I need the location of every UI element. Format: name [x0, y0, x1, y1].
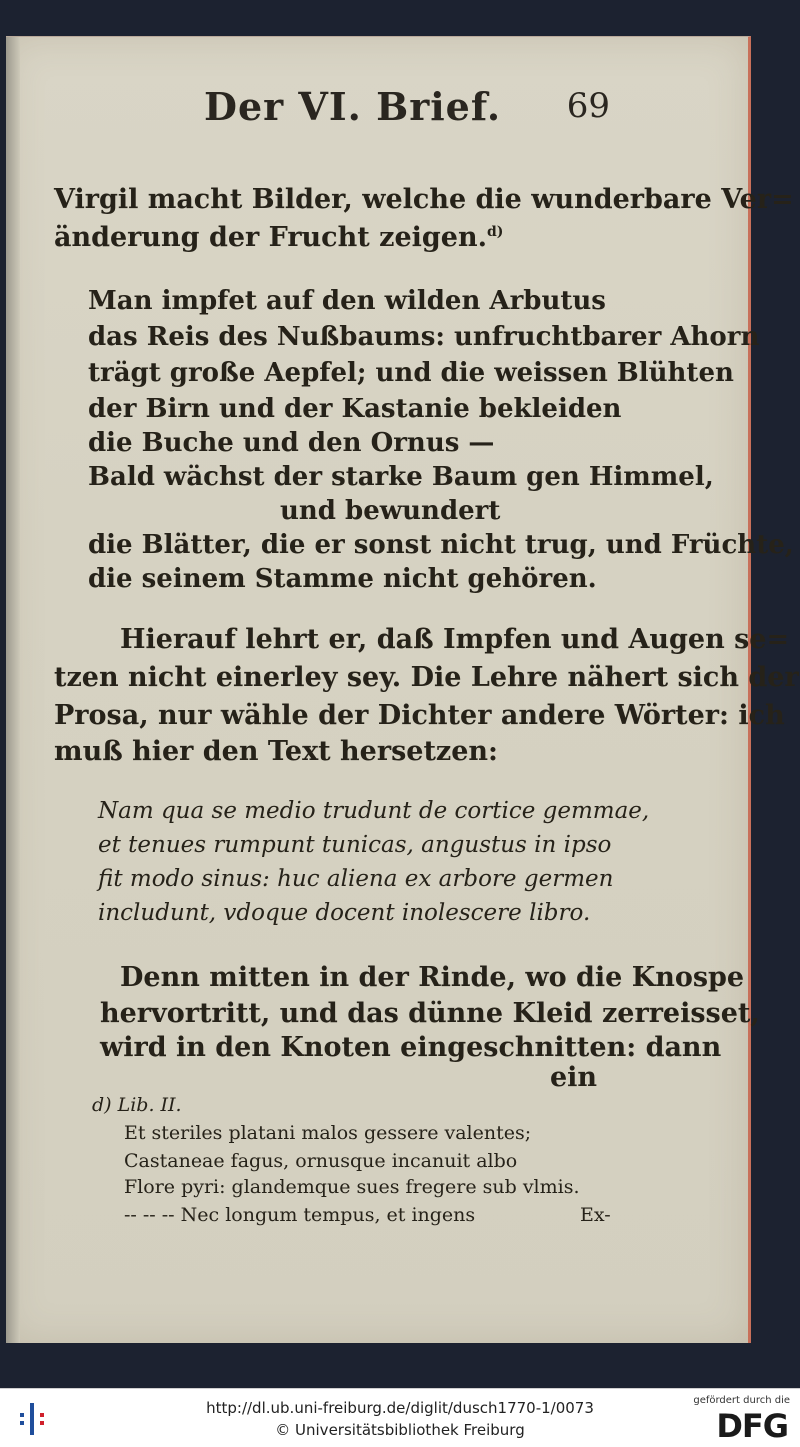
verse-line: die Buche und den Ornus —	[88, 428, 495, 458]
verse-line: das Reis des Nußbaums: unfruchtbarer Ahorn	[88, 322, 760, 352]
text-line-part: änderung der Frucht zeigen.	[54, 222, 487, 253]
verse-line: und bewundert	[280, 496, 501, 526]
text-line: Hierauf lehrt er, daß Impfen und Augen se=	[120, 624, 790, 655]
text-line: hervortritt, und das dünne Kleid zerreisset,	[100, 998, 760, 1029]
text-line: wird in den Knoten eingeschnitten: dann	[100, 1032, 722, 1063]
latin-line: fit modo sinus: huc aliena ex arbore germen	[98, 866, 614, 892]
text-line: tzen nicht einerley sey. Die Lehre nähert sich der	[54, 662, 799, 693]
viewer-footer	[0, 1388, 800, 1447]
verse-line: die seinem Stamme nicht gehören.	[88, 564, 597, 594]
text-line: muß hier den Text hersetzen:	[54, 736, 499, 767]
running-title: Der VI. Brief.	[204, 84, 502, 129]
verse-line: Man impfet auf den wilden Arbutus	[88, 286, 606, 316]
footnote-marker: d)	[486, 224, 504, 240]
dfg-logo: DFG	[716, 1407, 788, 1445]
footnote-line: Flore pyri: glandemque sues fregere sub vlmis.	[124, 1176, 580, 1198]
dfg-funding-label: gefördert durch die	[693, 1395, 790, 1406]
verse-line: die Blätter, die er sonst nicht trug, und Früchte,	[88, 530, 794, 560]
text-line	[54, 222, 503, 253]
footnote-line: Et steriles platani malos gessere valentes;	[124, 1122, 532, 1144]
text-line: Virgil macht Bilder, welche die wunderbare Ver=	[54, 184, 794, 215]
page-binding-edge	[6, 37, 20, 1343]
copyright-notice: © Universitätsbibliothek Freiburg	[275, 1421, 525, 1439]
latin-line: et tenues rumpunt tunicas, angustus in ipso	[98, 832, 612, 858]
latin-line: Nam qua se medio trudunt de cortice gemmae,	[98, 798, 650, 824]
verse-line: trägt große Aepfel; und die weissen Blühten	[88, 358, 734, 388]
latin-line: includunt, vdoque docent inolescere libro.	[98, 900, 591, 926]
text-line: Prosa, nur wähle der Dichter andere Wörter: ich	[54, 700, 785, 731]
text-line: Denn mitten in der Rinde, wo die Knospe	[120, 962, 745, 993]
page-number: 69	[566, 86, 610, 126]
page-header	[204, 84, 624, 134]
verse-line: Bald wächst der starke Baum gen Himmel,	[88, 462, 714, 492]
footnote-line: Castaneae fagus, ornusque incanuit albo	[124, 1150, 518, 1172]
verse-line: der Birn und der Kastanie bekleiden	[88, 394, 622, 424]
footnote-catchword: Ex-	[580, 1204, 611, 1226]
permalink-url[interactable]: http://dl.ub.uni-freiburg.de/diglit/dusch1770-1/0073	[206, 1399, 594, 1417]
catchword: ein	[550, 1062, 598, 1093]
footnote-line: -- -- -- Nec longum tempus, et ingens	[124, 1204, 476, 1226]
footnote-label: d) Lib. II.	[92, 1094, 182, 1116]
